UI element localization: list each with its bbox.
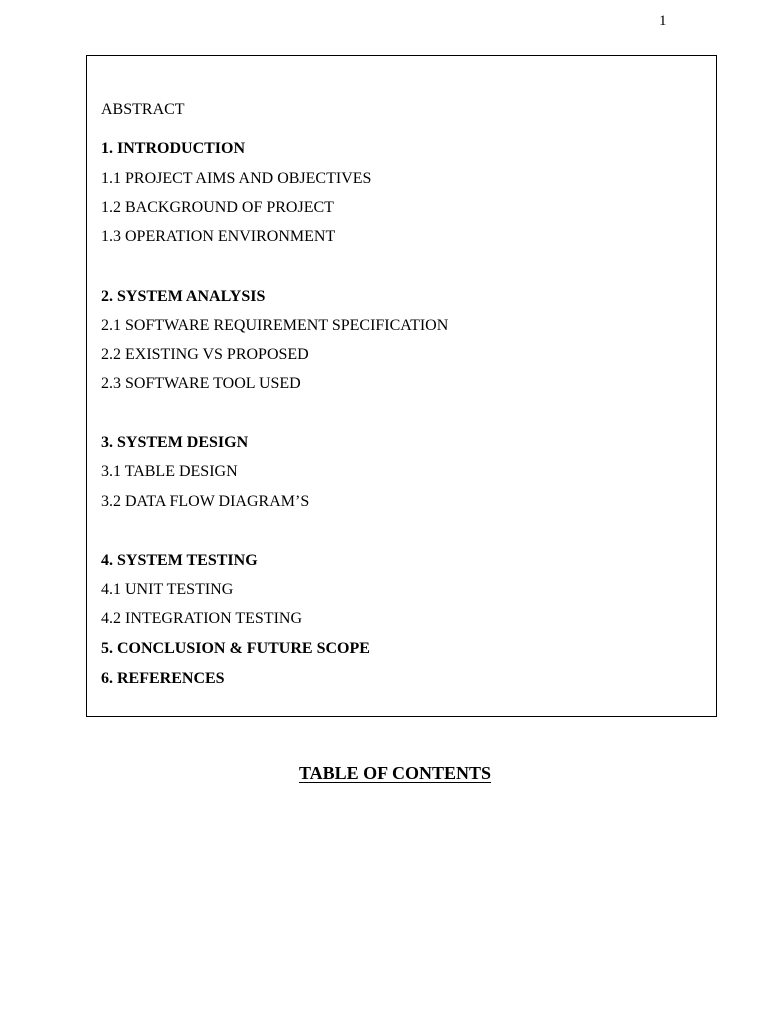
- toc-entry-system-analysis: 2. SYSTEM ANALYSIS: [101, 288, 266, 305]
- toc-entry-system-testing: 4. SYSTEM TESTING: [101, 552, 258, 569]
- toc-entry-abstract: ABSTRACT: [101, 101, 185, 118]
- toc-entry-system-design: 3. SYSTEM DESIGN: [101, 434, 249, 451]
- toc-box: [86, 55, 717, 717]
- toc-entry-software-tool: 2.3 SOFTWARE TOOL USED: [101, 375, 301, 392]
- toc-entry-references: 6. REFERENCES: [101, 670, 225, 687]
- toc-entry-unit-testing: 4.1 UNIT TESTING: [101, 581, 234, 598]
- toc-entry-data-flow-diagram: 3.2 DATA FLOW DIAGRAM’S: [101, 493, 310, 510]
- toc-entry-existing-vs-proposed: 2.2 EXISTING VS PROPOSED: [101, 346, 309, 363]
- toc-entry-table-design: 3.1 TABLE DESIGN: [101, 463, 238, 480]
- page-number: 1: [659, 13, 667, 29]
- toc-heading-text: TABLE OF CONTENTS: [298, 763, 492, 783]
- toc-entry-project-aims: 1.1 PROJECT AIMS AND OBJECTIVES: [101, 170, 372, 187]
- toc-entry-integration-testing: 4.2 INTEGRATION TESTING: [101, 610, 303, 627]
- toc-entry-srs: 2.1 SOFTWARE REQUIREMENT SPECIFICATION: [101, 317, 449, 334]
- toc-entry-conclusion: 5. CONCLUSION & FUTURE SCOPE: [101, 640, 370, 657]
- toc-heading: [0, 763, 768, 784]
- toc-entry-background: 1.2 BACKGROUND OF PROJECT: [101, 199, 334, 216]
- toc-entry-introduction: 1. INTRODUCTION: [101, 140, 246, 157]
- toc-entry-operation-environment: 1.3 OPERATION ENVIRONMENT: [101, 228, 336, 245]
